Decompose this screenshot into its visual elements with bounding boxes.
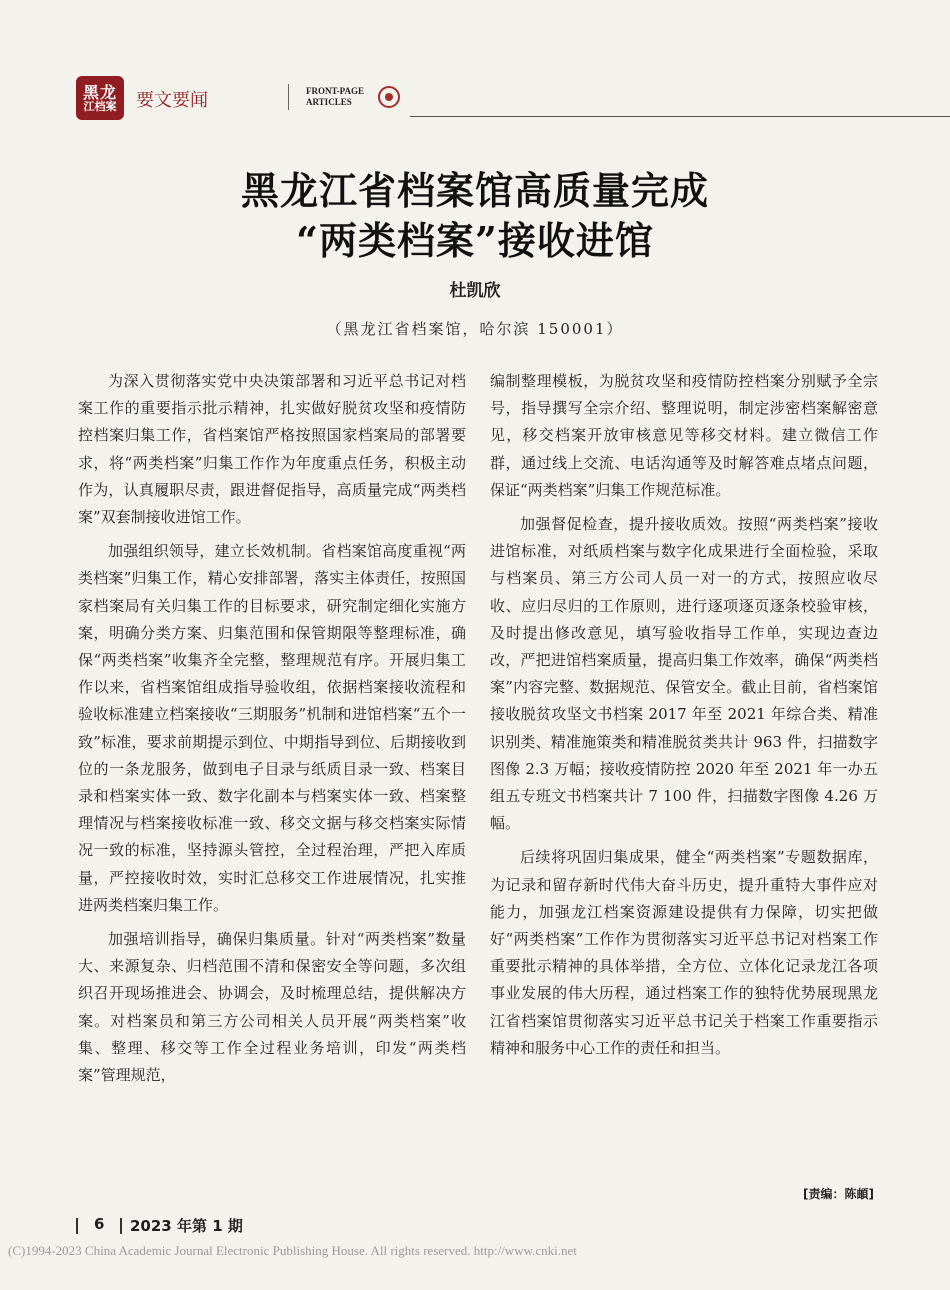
section-title-en-line2: ARTICLES (306, 97, 352, 107)
article-author: 杜凯欣 (449, 281, 501, 301)
header-divider (288, 84, 289, 110)
journal-logo (76, 76, 124, 120)
issue-label: 2023 年第 1 期 (130, 1217, 243, 1235)
section-title-en-line1: FRONT-PAGE (306, 86, 365, 96)
paragraph: 后续将巩固归集成果，健全“两类档案”专题数据库，为记录和留存新时代伟大奋斗历史，提升重特大事件应对能力，加强龙江档案资源建设提供有力保障，切实把做好“两类档案”工作作为贯彻落实习近平总书记对档案工作重要批示精神的具体举措，全方位、立体化记录龙江各项事业发展的伟大历程，通过档案工作的独特优势展现黑龙江省档案馆贯彻落实习近平总书记关于档案工作重要指示精神和服务中心工作的责任和担当。 (490, 848, 878, 1057)
paragraph: 为深入贯彻落实党中央决策部署和习近平总书记对档案工作的重要指示批示精神，扎实做好脱贫攻坚和疫情防控档案归集工作，省档案馆严格按照国家档案局的部署要求，将“两类档案”归集工作作为年度重点任务，积极主动作为，认真履职尽责，跟进督促指导，高质量完成“两类档案”双套制接收进馆工作。 (78, 372, 466, 527)
paragraph-continued: 编制整理模板，为脱贫攻坚和疫情防控档案分别赋予全宗号，指导撰写全宗介绍、整理说明，制定涉密档案解密意见，移交档案开放审核意见等移交材料。建立微信工作群，通过线上交流、电话沟通等及时解答难点堵点问题，保证“两类档案”归集工作规范标准。 (490, 372, 878, 499)
header-rule (410, 116, 950, 117)
footer-bar (120, 1218, 122, 1234)
body-column-left (78, 368, 466, 1096)
section-title-en (306, 86, 364, 108)
author-affiliation: （黑龙江省档案馆，哈尔滨 150001） (326, 320, 624, 338)
paragraph: 加强组织领导，建立长效机制。省档案馆高度重视“两类档案”归集工作，精心安排部署，落实主体责任，按照国家档案局有关归集工作的目标要求，研究制定细化实施方案，明确分类方案、归集范围和保管期限等整理标准，确保“两类档案”收集齐全完整，整理规范有序。开展归集工作以来，省档案馆组成指导验收组，依据档案接收流程和验收标准建立档案接收“三期服务”机制和进馆档案“五个一致”标准，要求前期提示到位、中期指导到位、后期接收到位的一条龙服务，做到电子目录与纸质目录一致、档案目录和档案实体一致、数字化副本与档案实体一致、档案整理情况与档案接收标准一致、移交文据与移交档案实际情况一致的标准，坚持源头管控，全过程治理，严把入库质量，严控接收时效，实时汇总移交工作进展情况，扎实推进两类档案归集工作。 (78, 542, 466, 914)
page-number: 6 (94, 1215, 105, 1233)
paragraph: 加强培训指导，确保归集质量。针对“两类档案”数量大、来源复杂、归档范围不清和保密安全等问题，多次组织召开现场推进会、协调会，及时梳理总结，提供解决方案。对档案员和第三方公司相关人员开展“两类档案”收集、整理、移交等工作全过程业务培训，印发“两类档案”管理规范， (78, 930, 466, 1085)
logo-text-small: 江档案 (83, 99, 117, 113)
section-title: 要文要闻 (136, 90, 208, 111)
paragraph: 加强督促检查，提升接收质效。按照“两类档案”接收进馆标准，对纸质档案与数字化成果进行全面检验，采取与档案员、第三方公司人员一对一的方式，按照应收尽收、应归尽归的工作原则，进行逐项逐页逐条校验审核，及时提出修改意见，填写验收指导工作单，实现边查边改，严把进馆档案质量，提高归集工作效率，确保“两类档案”内容完整、数据规范、保管安全。截止目前，省档案馆接收脱贫攻坚文书档案 2017 年至 2021 年综合类、精准识别类、精准施策类和精准脱贫类共计 963 件，扫描数字图像 2.3 万幅；接收疫情防控 2020 年至 2021 年一办五组五专班文书档案共计 7 100 件，扫描数字图像 4.26 万幅。 (490, 515, 878, 833)
article-title-line1: 黑龙江省档案馆高质量完成 (240, 168, 709, 213)
copyright-watermark: (C)1994-2023 China Academic Journal Electronic Publishing House. All rights reserved. http://www.cnki.net (8, 1243, 577, 1258)
article-title-line2: “两类档案”接收进馆 (296, 218, 654, 263)
body-column-right (490, 368, 878, 1069)
footer-bar (76, 1218, 78, 1234)
page-header (76, 76, 876, 120)
logo-text-big: 黑龙 (82, 82, 117, 102)
seal-icon (378, 86, 400, 108)
editor-credit: [责编：陈頔] (803, 1187, 874, 1201)
